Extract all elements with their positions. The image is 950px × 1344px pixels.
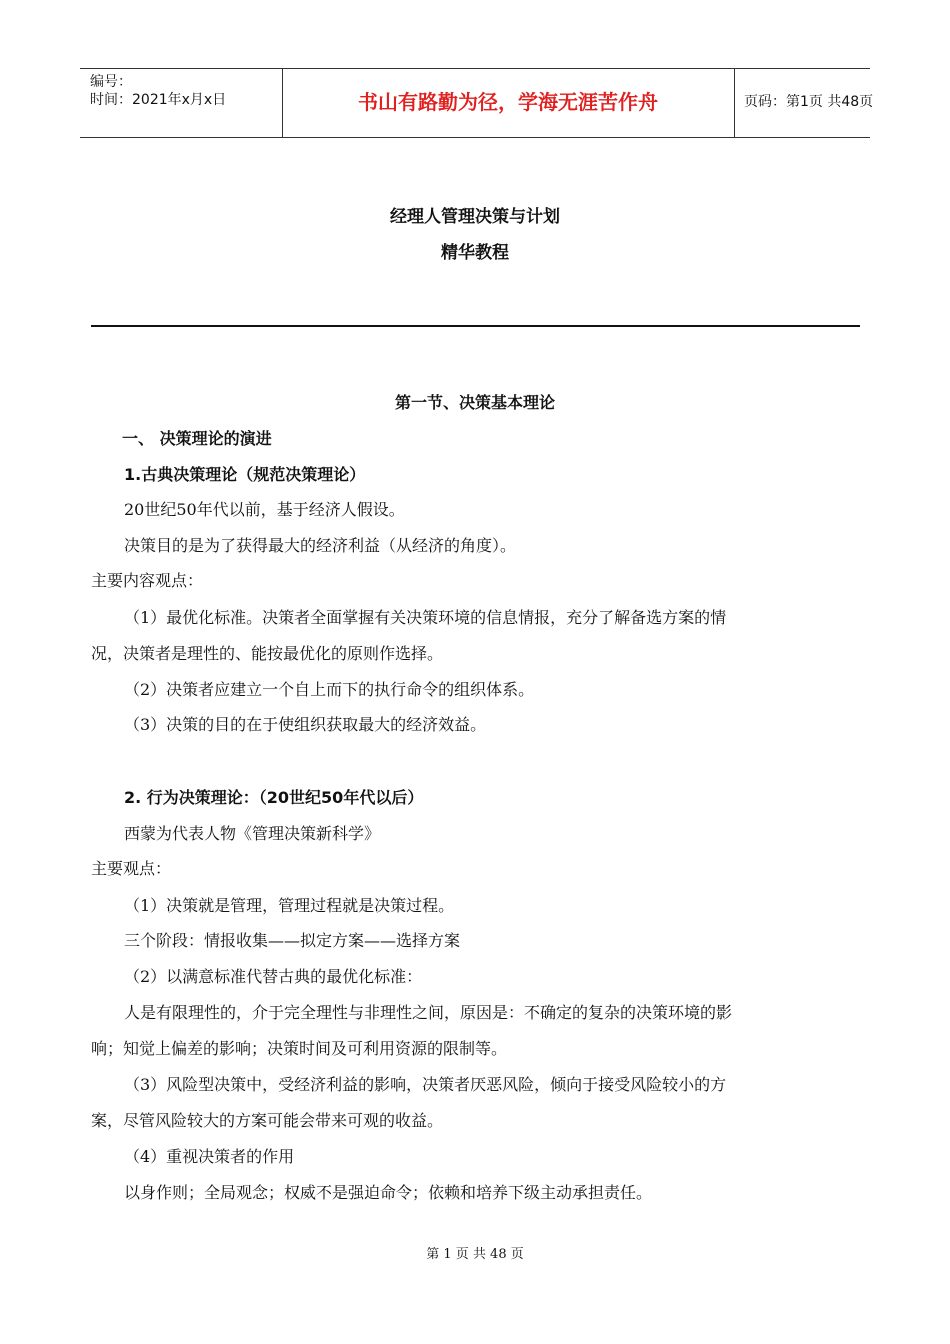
- header-table: [80, 68, 874, 138]
- serial-label: 编号：: [90, 74, 132, 90]
- title-divider: [91, 325, 860, 327]
- paragraph: （1）决策就是管理，管理过程就是决策过程。: [124, 896, 455, 915]
- paragraph: 况，决策者是理性的、能按最优化的原则作选择。: [91, 644, 444, 663]
- motto: 书山有路勤为径，学海无涯苦作舟: [358, 90, 658, 114]
- heading-behavioral: 2. 行为决策理论：（20世纪50年代以后）: [124, 788, 424, 807]
- paragraph: 案，尽管风险较大的方案可能会带来可观的收益。: [91, 1111, 444, 1130]
- paragraph: 人是有限理性的，介于完全理性与非理性之间，原因是：不确定的复杂的决策环境的影: [124, 1003, 733, 1022]
- time-label: 时间：2021年x月x日: [90, 92, 227, 108]
- paragraph: 西蒙为代表人物《管理决策新科学》: [124, 824, 381, 843]
- page-footer: 第 1 页 共 48 页: [426, 1247, 524, 1262]
- paragraph: （2）以满意标准代替古典的最优化标准：: [124, 967, 423, 986]
- header-meta-cell: [80, 69, 283, 137]
- header-motto-cell: [282, 69, 735, 137]
- heading-evolution: 一、 决策理论的演进: [122, 429, 272, 448]
- paragraph: 三个阶段：情报收集——拟定方案——选择方案: [124, 931, 461, 950]
- header-page-cell: [734, 69, 874, 137]
- paragraph: 主要内容观点：: [91, 571, 204, 590]
- paragraph: （2）决策者应建立一个自上而下的执行命令的组织体系。: [124, 680, 535, 699]
- paragraph: 主要观点：: [91, 859, 172, 878]
- paragraph: （3）风险型决策中，受经济利益的影响，决策者厌恶风险，倾向于接受风险较小的方: [124, 1075, 727, 1094]
- section-title: 第一节、决策基本理论: [394, 393, 555, 412]
- document-subtitle: 精华教程: [441, 243, 509, 263]
- paragraph: （4）重视决策者的作用: [124, 1147, 295, 1166]
- heading-classical: 1.古典决策理论（规范决策理论）: [124, 465, 366, 484]
- paragraph: 决策目的是为了获得最大的经济利益（从经济的角度）。: [124, 536, 517, 555]
- page-info: 页码：第1页 共48页: [744, 94, 874, 110]
- paragraph: （1）最优化标准。决策者全面掌握有关决策环境的信息情报，充分了解备选方案的情: [124, 608, 727, 627]
- paragraph: 20世纪50年代以前，基于经济人假设。: [124, 500, 405, 519]
- paragraph: 以身作则；全局观念；权威不是强迫命令；依赖和培养下级主动承担责任。: [124, 1183, 653, 1202]
- paragraph: 响；知觉上偏差的影响；决策时间及可利用资源的限制等。: [91, 1039, 508, 1058]
- paragraph: （3）决策的目的在于使组织获取最大的经济效益。: [124, 715, 487, 734]
- document-title: 经理人管理决策与计划: [390, 207, 560, 227]
